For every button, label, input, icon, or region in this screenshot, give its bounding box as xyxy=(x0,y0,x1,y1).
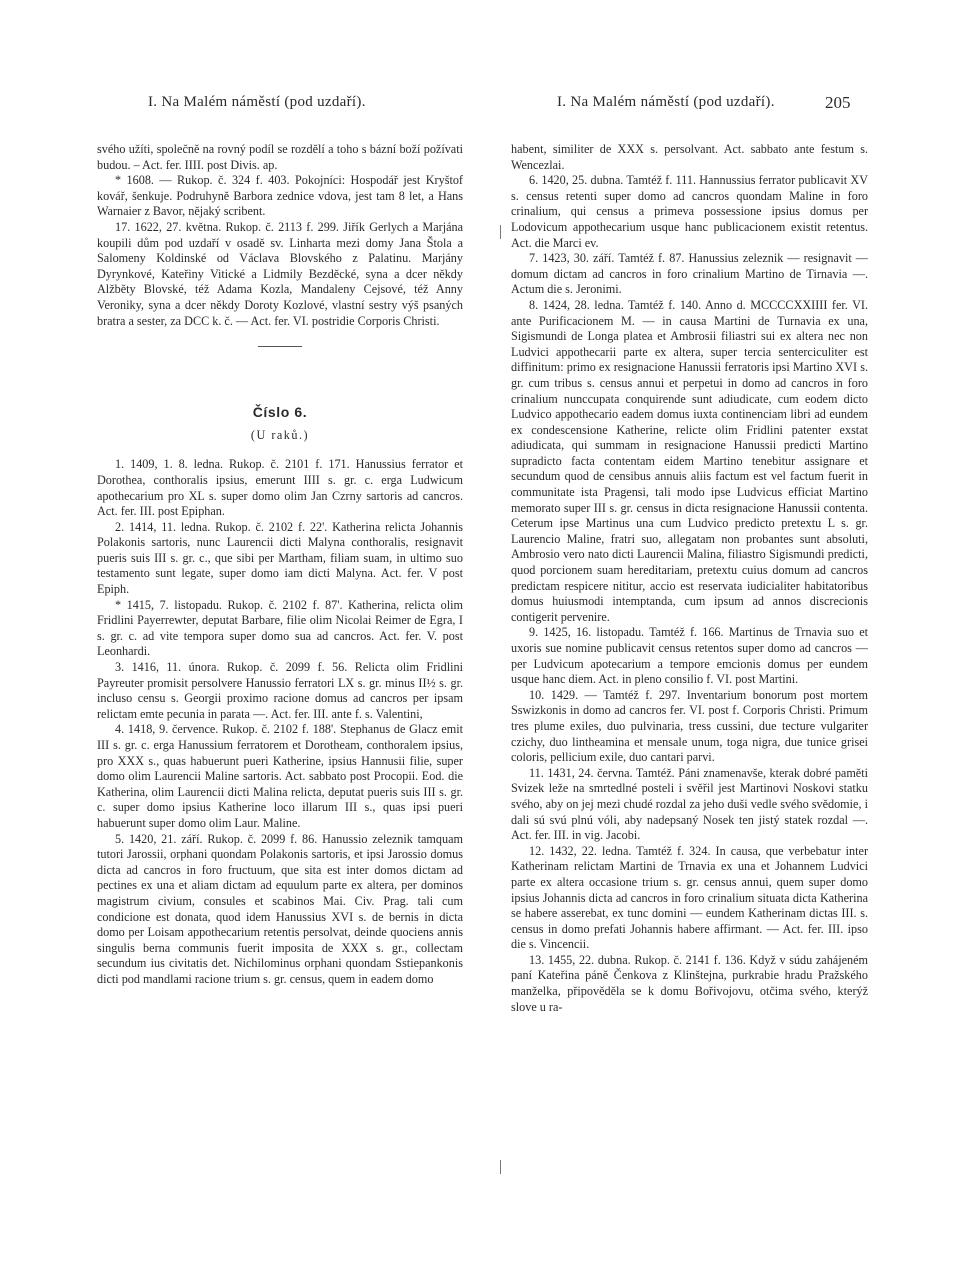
page-number: 205 xyxy=(825,93,851,112)
section-title: Číslo 6. xyxy=(252,404,308,421)
paragraph: 17. 1622, 27. května. Rukop. č. 2113 f. 299. Jiřík Gerlych a Marjána koupili dům pod uzdaří v osadě sv. Linharta mezi domy Jana Štola a Salomeny Koldinské od Václava Blovského z Palatinu. Marjány Dyrynkové, Kateřiny Vitické a Lidmily Bezděcké, syna a dcer někdy Alžběty Blovské, též Adama Kozla, Mandaleny Cejsové, též Anny Veroniky, syna a dcer někdy Doroty Kozlové, vlastní sestry výš psaných bratra a sester, za DCC k. č. — Act. fer. VI. postridie Corporis Christi. xyxy=(97,219,463,328)
entry-paragraph: 2. 1414, 11. ledna. Rukop. č. 2102 f. 22'. Katherina relicta Johannis Polakonis sartoris, nunc Laurencii dicti Malyna conthoralis, resignavit pueris suis III s. gr. c., que sibi per Martham, filiam suam, in ultimo suo testamento sunt legate, super domo iam dicti Malyna. Act. fer. V post Epiph. xyxy=(97,519,463,597)
entry-paragraph: 5. 1420, 21. září. Rukop. č. 2099 f. 86. Hanussio zeleznik tamquam tutori Jarossii, orphani quondam Polakonis sartoris, et ipsi Jarossio domus dicta ad cancros in foro fructuum, que sita est inter domos dictam ad pectines ex una et aliam dictam ad equulum parte ex altera, per dominos magistrum civium, consules et scabinos Mai. Civ. Prag. tali cum condicione est donata, quod idem Hanussius XVI s. de bernis in dicta domo per Loisam appothecarium retentis persolvat, deinde quociens annis singulis berna communis fuerit imposita de XXX s. gr., collectam secundum ius civitatis det. Nichilominus orphani quondam Sstiepankonis dicti pod mandlami racione trium s. gr. census, quem in eadem domo xyxy=(97,831,463,986)
entry-paragraph: 1. 1409, 1. 8. ledna. Rukop. č. 2101 f. 171. Hanussius ferrator et Dorothea, conthoralis ipsius, emerunt IIII s. gr. c. erga Ludwicum apothecarium pro XL s. super domo olim Jan Czrny sartoris ad cancros. Act. fer. III. post Epiphan. xyxy=(97,457,463,519)
entry-paragraph: 10. 1429. — Tamtéž f. 297. Inventarium bonorum post mortem Sswizkonis in domo ad cancros fer. VI. post f. Corporis Christi. Primum tres plume exiles, duo pulvinaria, tress cussini, due tecture vulgariter czichy, duo lintheamina et mensale unum, toga nigra, due tunice grisei coloris, pellicium exile, duo cantari parvi. xyxy=(511,687,868,765)
paragraph: habent, similiter de XXX s. persolvant. Act. sabbato ante festum s. Wencezlai. xyxy=(511,142,868,172)
paragraph: svého užíti, společně na rovný podíl se rozdělí a toho s bázní boží požívati budou. – Act. fer. IIII. post Divis. ap. xyxy=(97,142,463,172)
entry-paragraph: 6. 1420, 25. dubna. Tamtéž f. 111. Hannussius ferrator publicavit XV s. census retenti super domo ad cancros quondam Maline in foro crinalium, qui census a primeva possessione ipsius domus per Lodovicum appothecarium usque hanc publicacionem existit retentus. Act. die Marci ev. xyxy=(511,173,868,250)
entry-paragraph: 9. 1425, 16. listopadu. Tamtéž f. 166. Martinus de Trnavia suo et uxoris sue nomine publicavit census retentos super domo ad cancros — per Ludvicum apotecarium a tempore emcionis domus per eundem usque hanc diem. Act. in pleno consilio f. VI. post Martini. xyxy=(511,625,868,687)
entry-paragraph: 11. 1431, 24. června. Tamtéž. Páni znamenavše, kterak dobré paměti Svizek leže na smrtedlné posteli i svěřil jest Martinovi Noskovi statku svého, aby on jej mezi chudé rozdal za jeho duši vedle svého svědomie, i dali sú svú plnú vóli, aby nadepsaný Nosek ten jistý statek rozdal —. Act. fer. III. in vig. Jacobi. xyxy=(511,765,868,843)
entry-paragraph: * 1415, 7. listopadu. Rukop. č. 2102 f. 87'. Katherina, relicta olim Fridlini Payerrewter, deputat Barbare, filie olim Nicolai Reimer de Egra, I s. gr. c. ad vite tempora super domo sua ad cancros. Act. fer. V. post Leonhardi. xyxy=(97,597,463,659)
paragraph: * 1608. — Rukop. č. 324 f. 403. Pokojníci: Hospodář jest Kryštof kovář, šenkuje. Podruhyně Barbora zednice vdova, jest tam 8 let, a Hans Warnaier z Bavor, nějaký scribent. xyxy=(97,173,463,219)
entry-paragraph: 3. 1416, 11. února. Rukop. č. 2099 f. 56. Relicta olim Fridlini Payreuter promisit persolvere Hanussio ferratori LX s. gr. minus II½ s. gr. incluso censu s. Georgii proximo racione domus ad cancros per ipsam relictam emte pecunia in parata —. Act. fer. III. ante f. s. Valentini, xyxy=(97,660,463,721)
entry-paragraph: 7. 1423, 30. září. Tamtéž f. 87. Hanussius zeleznik — resignavit — domum dictam ad cancros in foro crinalium Martino de Tirnavia —. Actum die s. Jeronimi. xyxy=(511,251,868,297)
section-divider xyxy=(258,346,302,347)
margin-mark xyxy=(500,1160,501,1174)
entry-paragraph: 8. 1424, 28. ledna. Tamtéž f. 140. Anno d. MCCCCXXIIII fer. VI. ante Purificacionem M. — in causa Martini de Turnavia ex una, Sigismundi de Longa platea et Ambrosii filiastri sui ex altera nec non Ludvici appothecarii parte ex altera, super tercia senterciculiter est diffinitum: primo ex resignacione Hanussii ferratoris ipsi Martino XVI s. gr. cum tribus s. census annui et perpetui in domo ad cancros in foro crinalium nunccupata conquirende sunt adiudicate, cum eodem dicto Ludvico appothecario eadem domus iuxta continenciam libri ad eundem ex condescensione Katherine, relicte olim Fridlini patenter exstat adiudicata, qui summam in resignacione Hanussii predicti Martino supradicto facta contentam eidem Martino tenebitur assignare et secundum quod de censibus annuis aliis factum est vel factum fuerit in communitate ista Pragensi, tali modo ipse Ludvicus efficiat Martino memorato super III s. gr. census in dicta resignacione Hanussii contenta. Ceterum ipse Martinus una cum Ludvico predicto pretextu L s. gr. Laurencio Maline, fratri suo, allegatam non probantes sunt absoluti, Ambrosio vero nato dicti Laurencii Malina, filiastro Sigismundi predicti, quod porcionem suam hereditariam, pretextu cuius domum ad cancros predictam respicere nititur, accio est reservata iudicialiter habitatoribus domus huiusmodi intemptanda, cum ipsum ad annos discrecionis contigerit pervenire. xyxy=(511,297,868,624)
entry-paragraph: 4. 1418, 9. července. Rukop. č. 2102 f. 188'. Stephanus de Glacz emit III s. gr. c. erga Hanussium ferratorem et Dorotheam, conthoralem ipsius, pro XXX s., quas habuerunt pueri Katherine, ipsius Hannusii filie, super domo olim Laurencii Maline sartoris. Act. sabbato post Procopii. Eod. die Katherina, olim Laurencii dicti Malina relicta, deputat pueris suis III s. gr. c. super domo ipsius Katherine loco illarum III s., quas ipsi pueri habuerunt super domo olim Laur. Maline. xyxy=(97,722,463,830)
left-column xyxy=(97,142,463,988)
section-subtitle: (U raků.) xyxy=(250,427,310,442)
entry-paragraph: 12. 1432, 22. ledna. Tamtéž f. 324. In causa, que verbebatur inter Katherinam relictam Martini de Trnavia ex una et Johannem Ludvici parte ex altera occasione trium s. gr. census annui, quem super domo ipsius Johannis dicta ad cancros in foro crinalium situata dicta Katherina se habere asserebat, ex tunc domini — eundem Katherinam dictas III. s. census in domo prefati Johannis habere affirmant. — Act. fer. III. ipso die s. Vincencii. xyxy=(511,843,868,952)
margin-mark xyxy=(500,225,501,239)
right-column xyxy=(511,142,868,1015)
entry-paragraph: 13. 1455, 22. dubna. Rukop. č. 2141 f. 136. Když v súdu zahájeném paní Kateřina páně Čenkova z Klinštejna, purkrabie hradu Pražského manželka, připověděla se k domu Bořivojovu, otčima svého, kterýž slove u ra- xyxy=(511,952,868,1014)
running-header-right: I. Na Malém náměstí (pod uzdaří). xyxy=(557,94,775,110)
running-header-left: I. Na Malém náměstí (pod uzdaří). xyxy=(148,94,366,110)
